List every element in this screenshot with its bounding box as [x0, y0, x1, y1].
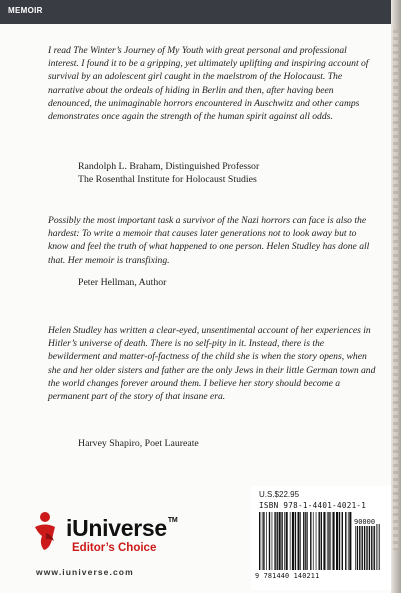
blurb-1-text: I read The Winter’s Journey of My Youth with great personal and professional interest. I found it to be a gripping, yet ultimately uplifting and inspiring account of survival by an adolescent girl caught in the maelstrom of the Holocaust. The narrative about the ordeals of hiding in Berlin and then, after having been denounced, the unimaginable horrors encountered in Auschwitz and other camps demonstrates once again the strength of the human spirit against all odds.	[48, 45, 369, 123]
price-code: 90000	[354, 518, 376, 526]
person-icon	[30, 511, 60, 551]
blurb-2-text: Possibly the most important task a survivor of the Nazi horrors can face is also the hardest: To write a memoir that causes later generations not to look away but to know and feel the truth of what happened to one person. Helen Studley has done all that. Her memoir is transfixing.	[48, 215, 370, 266]
blurb-1-author: Randolph L. Braham, Distinguished Professor	[78, 161, 260, 172]
publisher-logo	[26, 505, 216, 575]
blurb-2-attribution	[78, 276, 166, 289]
genre-label: MEMOIR	[8, 6, 43, 15]
publisher-tagline: Editor’s Choice	[72, 542, 157, 554]
trademark-mark: TM	[167, 517, 178, 524]
blurb-3-text: Helen Studley has written a clear-eyed, unsentimental account of her experiences in Hitler’s universe of death. There is no self-pity in it. Instead, there is the bewilderment and matter-of-factness of the child she is when the story opens, when she and her older sisters and father are the only Jews in their little German town and the world changes forever around them. I believe her story should become a permanent part of the story of that insane era.	[48, 325, 376, 403]
publisher-name: iUniverse™	[66, 515, 178, 541]
barcode-digits: 9 781440 140211	[255, 572, 320, 580]
barcode-box	[251, 486, 391, 590]
blurb-1-affiliation: The Rosenthal Institute for Holocaust Studies	[78, 174, 257, 185]
publisher-website: www.iuniverse.com	[36, 567, 134, 577]
genre-band	[0, 0, 401, 24]
isbn-label: ISBN 978-1-4401-4021-1	[259, 501, 367, 510]
price-label: U.S.$22.95	[259, 490, 300, 499]
spine-edge	[391, 0, 401, 593]
blurb-3-author: Harvey Shapiro, Poet Laureate	[78, 438, 199, 449]
blurb-1-attribution	[78, 160, 259, 186]
blurb-2-author: Peter Hellman, Author	[78, 277, 167, 288]
blurb-3-attribution	[78, 437, 199, 450]
